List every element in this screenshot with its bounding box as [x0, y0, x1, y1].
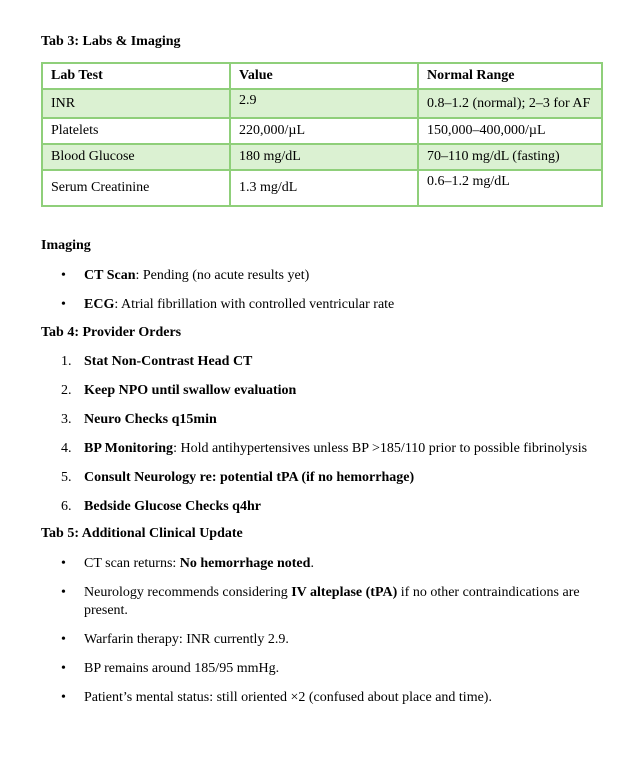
bullet-mark: • — [61, 268, 66, 283]
item-number: 5. — [61, 470, 72, 485]
item-number: 3. — [61, 412, 72, 427]
table-cell: Blood Glucose — [42, 144, 230, 170]
item-text: Patient’s mental status: still oriented ×2 (confused about place and time). — [84, 690, 492, 705]
list-item — [41, 689, 611, 707]
item-number: 2. — [61, 383, 72, 398]
table-row — [42, 89, 602, 118]
imaging-list — [41, 267, 611, 314]
table-cell: 2.9 — [230, 89, 418, 118]
table-cell: 0.8–1.2 (normal); 2–3 for AF — [418, 89, 602, 118]
item-text: . — [310, 556, 314, 571]
item-text: CT scan returns: — [84, 556, 180, 571]
item-number: 4. — [61, 441, 72, 456]
table-cell: 220,000/µL — [230, 118, 418, 144]
item-bold: Neuro Checks q15min — [84, 412, 217, 427]
item-text: Warfarin therapy: INR currently 2.9. — [84, 632, 289, 647]
bullet-mark: • — [61, 297, 66, 312]
item-bold: Consult Neurology re: potential tPA (if no hemorrhage) — [84, 470, 415, 485]
list-item — [41, 498, 611, 516]
tab4-heading: Tab 4: Provider Orders — [41, 325, 182, 340]
item-text: BP remains around 185/95 mmHg. — [84, 661, 280, 676]
item-bold: Bedside Glucose Checks q4hr — [84, 499, 261, 514]
item-bold: BP Monitoring — [84, 441, 174, 456]
item-bold: Keep NPO until swallow evaluation — [84, 383, 297, 398]
list-item — [41, 631, 611, 649]
item-bold: Stat Non-Contrast Head CT — [84, 354, 253, 369]
table-row — [42, 118, 602, 144]
list-item — [41, 469, 611, 487]
list-item — [41, 584, 604, 620]
item-text: : Pending (no acute results yet) — [135, 268, 310, 283]
table-cell: 70–110 mg/dL (fasting) — [418, 144, 602, 170]
list-item — [41, 353, 611, 371]
table-header-cell: Normal Range — [418, 63, 602, 89]
item-bold: IV alteplase (tPA) — [291, 585, 398, 600]
table-cell: 180 mg/dL — [230, 144, 418, 170]
list-item — [41, 555, 611, 573]
item-text: : Atrial fibrillation with controlled ventricular rate — [114, 297, 395, 312]
list-item — [41, 411, 611, 429]
bullet-mark: • — [61, 632, 66, 647]
item-number: 1. — [61, 354, 72, 369]
bullet-mark: • — [61, 556, 66, 571]
list-item — [41, 440, 611, 458]
item-text: Neurology recommends considering — [84, 585, 292, 600]
bullet-mark: • — [61, 585, 66, 600]
tab5-heading: Tab 5: Additional Clinical Update — [41, 526, 243, 541]
item-number: 6. — [61, 499, 72, 514]
table-header-row — [42, 63, 602, 89]
item-text: if no other contraindications are present. — [84, 585, 580, 618]
item-label: CT Scan — [84, 268, 136, 283]
list-item — [41, 660, 611, 678]
tab3-heading: Tab 3: Labs & Imaging — [41, 34, 181, 49]
list-item — [41, 267, 611, 285]
table-cell: 150,000–400,000/µL — [418, 118, 602, 144]
table-header-cell: Lab Test — [42, 63, 230, 89]
imaging-heading: Imaging — [41, 238, 91, 253]
table-cell: Platelets — [42, 118, 230, 144]
labs-table — [41, 62, 603, 207]
item-bold: No hemorrhage noted — [179, 556, 311, 571]
item-text: : Hold antihypertensives unless BP >185/110 prior to possible fibrinolysis — [173, 441, 588, 456]
update-list — [41, 555, 611, 707]
table-header-cell: Value — [230, 63, 418, 89]
item-label: ECG — [84, 297, 115, 312]
bullet-mark: • — [61, 661, 66, 676]
table-cell: INR — [42, 89, 230, 118]
list-item — [41, 382, 611, 400]
bullet-mark: • — [61, 690, 66, 705]
table-cell: 1.3 mg/dL — [230, 170, 418, 206]
table-row — [42, 170, 602, 206]
table-row — [42, 144, 602, 170]
orders-list — [41, 353, 611, 516]
list-item — [41, 296, 611, 314]
table-cell: 0.6–1.2 mg/dL — [418, 170, 602, 206]
table-cell: Serum Creatinine — [42, 170, 230, 206]
